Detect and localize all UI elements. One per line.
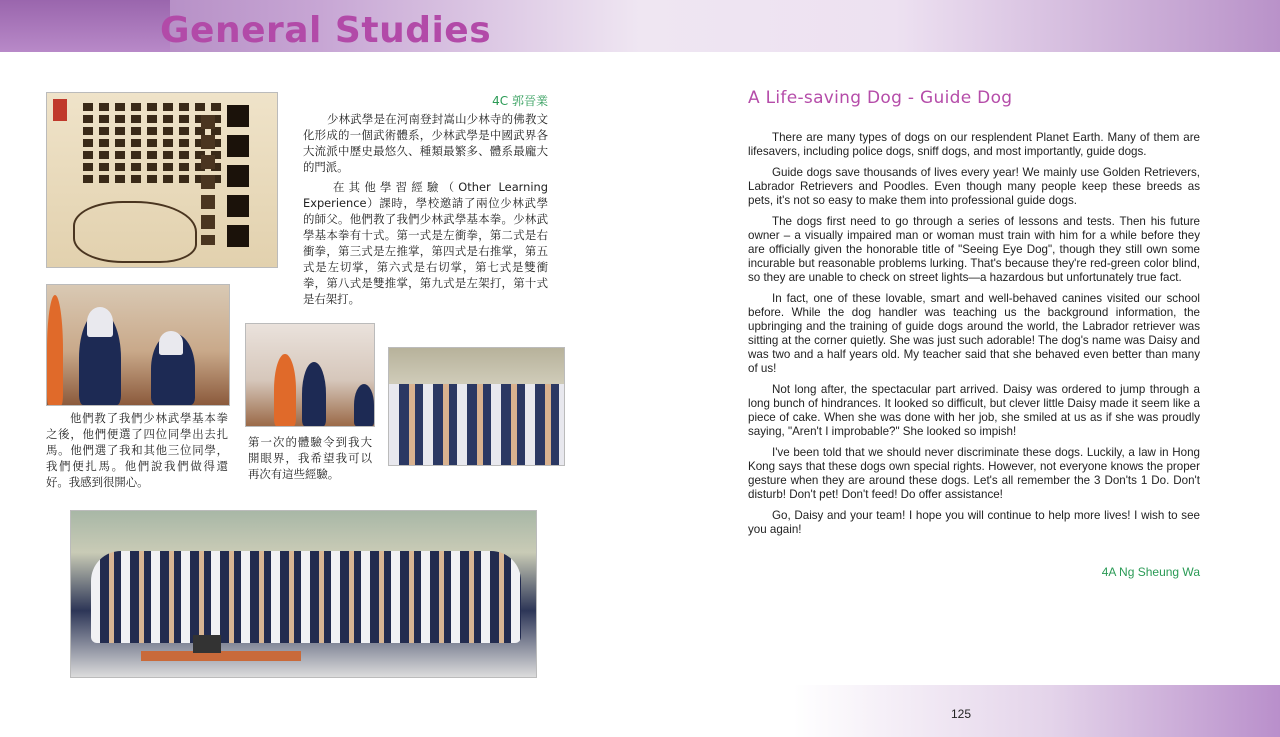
article-body: [748, 131, 1200, 544]
left-paragraph-1: 少林武學是在河南登封嵩山少林寺的佛教文化形成的一個武術體系，少林武學是中國武界各大流派中歷史最悠久、種類最繁多、體系最龐大的門派。: [303, 112, 548, 174]
kungfu-demo-photo: [46, 284, 230, 406]
laptop: [193, 635, 221, 653]
article-author: 4A Ng Sheung Wa: [1101, 565, 1200, 579]
article-title: A Life-saving Dog - Guide Dog: [748, 88, 1013, 108]
classroom-students-photo: [388, 347, 565, 466]
article-paragraph: In fact, one of these lovable, smart and well-behaved canines visited our school before. While the dog handler was teaching us the background information, the upbringing and the training of guide dogs around the world, the Labrador retriever was sitting at the corner quietly. She was just such adorable! The dog's name was Daisy and was two and a half years old. My teacher said that she behaved even better than many of us!: [748, 292, 1200, 375]
shaolin-scroll-photo: [46, 92, 278, 268]
page-number-right: 125: [951, 707, 972, 721]
left-author: 4C 郭晉業: [492, 94, 548, 108]
demo-table: [141, 651, 301, 661]
photo-caption-1: 他們教了我們少林武學基本拳之後，他們便選了四位同學出去扎馬。他們選了我和其他三位同學，我們便扎馬。他們說我們做得還好。我感到很開心。: [46, 411, 228, 489]
article-paragraph: There are many types of dogs on our resplendent Planet Earth. Many of them are lifesavers, including police dogs, sniff dogs, and most importantly, guide dogs.: [748, 131, 1200, 158]
left-paragraph-2: 在其他學習經驗（Other Learning Experience）課時，學校邀請了兩位少林武學的師父。他們教了我們少林武學基本拳。少林武學基本拳有十式。第一式是左衝拳，第二式是右衝拳，第三式是左推掌，第四式是右推掌，第五式是左切掌，第六式是右切掌，第七式是雙衝拳，第八式是雙推掌，第九式是左架打，第十式是右架打。: [303, 180, 548, 306]
footer-band: [0, 685, 1280, 737]
scroll-figure-drawing: [73, 201, 197, 263]
photo-caption-2: 第一次的體驗令到我大開眼界，我希望我可以再次有這些經驗。: [248, 435, 372, 481]
article-paragraph: Go, Daisy and your team! I hope you will continue to help more lives! I wish to see you again!: [748, 509, 1200, 536]
section-title: General Studies: [160, 10, 492, 51]
article-paragraph: Not long after, the spectacular part arrived. Daisy was ordered to jump through a long bunch of hindrances. It looked so difficult, but clever little Daisy made it seem like a piece of cake. When she was done with her job, she smiled at us as if she was proudly saying, "Aren't I improbable?" She looked so impish!: [748, 383, 1200, 438]
scroll-seal: [53, 99, 67, 121]
group-photo: [70, 510, 537, 678]
article-paragraph: Guide dogs save thousands of lives every year! We mainly use Golden Retrievers, Labrador Retrievers and Poodles. Even though many people keep these breeds as pets, it's not so easy to make them into professional guide dogs.: [748, 166, 1200, 207]
article-paragraph: I've been told that we should never discriminate these dogs. Luckily, a law in Hong Kong says that these dogs own special rights. However, not everyone knows the proper gesture when they are around these dogs. Let's all remember the 3 Don'ts 1 Do. Don't disturb! Don't pet! Don't feed! Do offer assistance!: [748, 446, 1200, 501]
kungfu-master-photo: [245, 323, 375, 427]
header-band-accent: [0, 0, 170, 52]
article-paragraph: The dogs first need to go through a series of lessons and tests. Then his future owner – a visually impaired man or woman must train with him for a while before they are officially given the honorable title of "Seeing Eye Dog", though they still own some incurable but reasonable problems lurking. That's because they're red-green color blind, so they are unable to check on street lights—a hazardous but unfortunately true fact.: [748, 215, 1200, 284]
